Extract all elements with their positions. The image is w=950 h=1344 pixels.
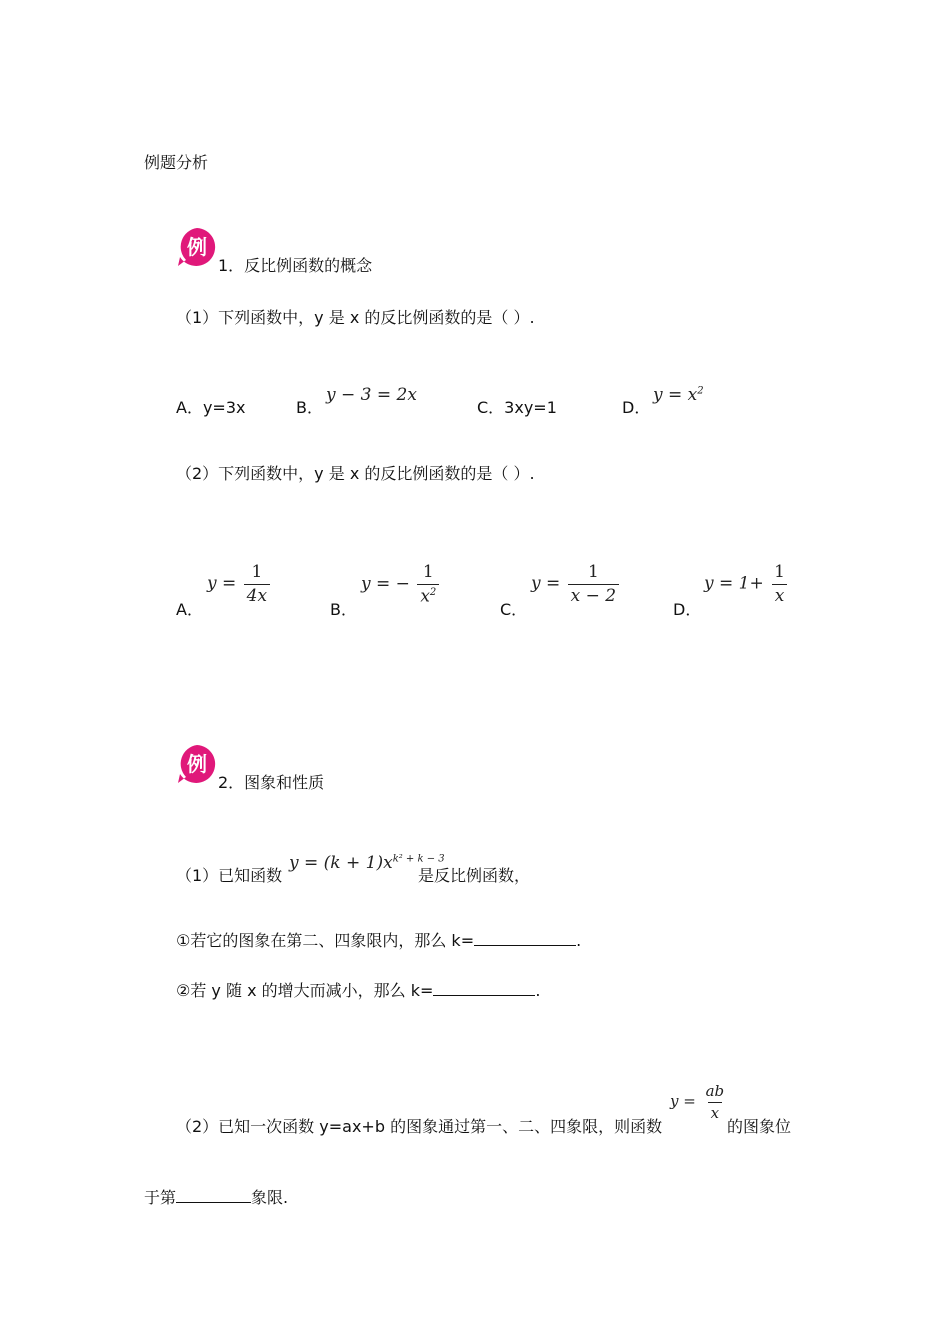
badge-char: 例 — [187, 752, 207, 776]
question-1-1: （1）下列函数中，y 是 x 的反比例函数的是（ ）. — [176, 308, 535, 327]
example-1-heading: 1．反比例函数的概念 — [218, 256, 373, 275]
example-badge-icon — [176, 226, 218, 268]
option-1-2-b-formula: y = − $\frac{1}{x^2}$ — [361, 563, 441, 606]
option-1-2-c-formula: y = $\frac{1}{x - 2}$ — [531, 563, 621, 605]
option-1-1-c: C．3xy=1 — [477, 398, 557, 417]
answer-blank[interactable] — [474, 931, 576, 946]
section-title: 例题分析 — [144, 153, 209, 172]
question-2-1-suffix: 是反比例函数， — [418, 866, 531, 885]
option-1-1-b-label: B． — [296, 398, 323, 417]
question-2-1-formula: $y = (k + 1)x^{k^2 + k - 3}$ — [289, 853, 445, 873]
question-2-2-line2: 于第 象限. — [144, 1188, 289, 1207]
answer-blank[interactable] — [433, 981, 535, 996]
option-1-2-c-label: C． — [500, 600, 528, 619]
question-2-1-sub2: ②若 y 随 x 的增大而减小，那么 k= . — [176, 981, 541, 1000]
option-1-1-b-formula: y − 3 = 2x — [326, 385, 417, 405]
question-2-2-formula: y = $\frac{ab}{x}$ — [670, 1082, 725, 1122]
option-1-1-d-formula: $y = x^2$ — [653, 385, 704, 405]
option-1-2-a-label: A． — [176, 600, 203, 619]
example-2-heading: 2．图象和性质 — [218, 773, 325, 792]
answer-blank[interactable] — [176, 1188, 251, 1203]
badge-char: 例 — [187, 235, 207, 259]
option-1-1-a: A．y=3x — [176, 398, 246, 417]
option-1-1-d-label: D． — [622, 398, 651, 417]
question-2-1-prefix: （1）已知函数 — [176, 866, 283, 885]
question-1-2: （2）下列函数中，y 是 x 的反比例函数的是（ ）. — [176, 464, 535, 483]
option-1-2-d-label: D． — [673, 600, 702, 619]
option-1-2-a-formula: y = $\frac{1}{4x}$ — [207, 563, 272, 605]
example-badge-icon — [176, 743, 218, 785]
question-2-2-text: （2）已知一次函数 y=ax+b 的图象通过第一、二、四象限，则函数 — [176, 1117, 663, 1136]
question-2-2-suffix: 的图象位 — [727, 1117, 792, 1136]
option-1-2-b-label: B． — [330, 600, 357, 619]
option-1-2-d-formula: y = 1+ $\frac{1}{x}$ — [704, 563, 790, 605]
question-2-1-sub1: ①若它的图象在第二、四象限内，那么 k= . — [176, 931, 582, 950]
